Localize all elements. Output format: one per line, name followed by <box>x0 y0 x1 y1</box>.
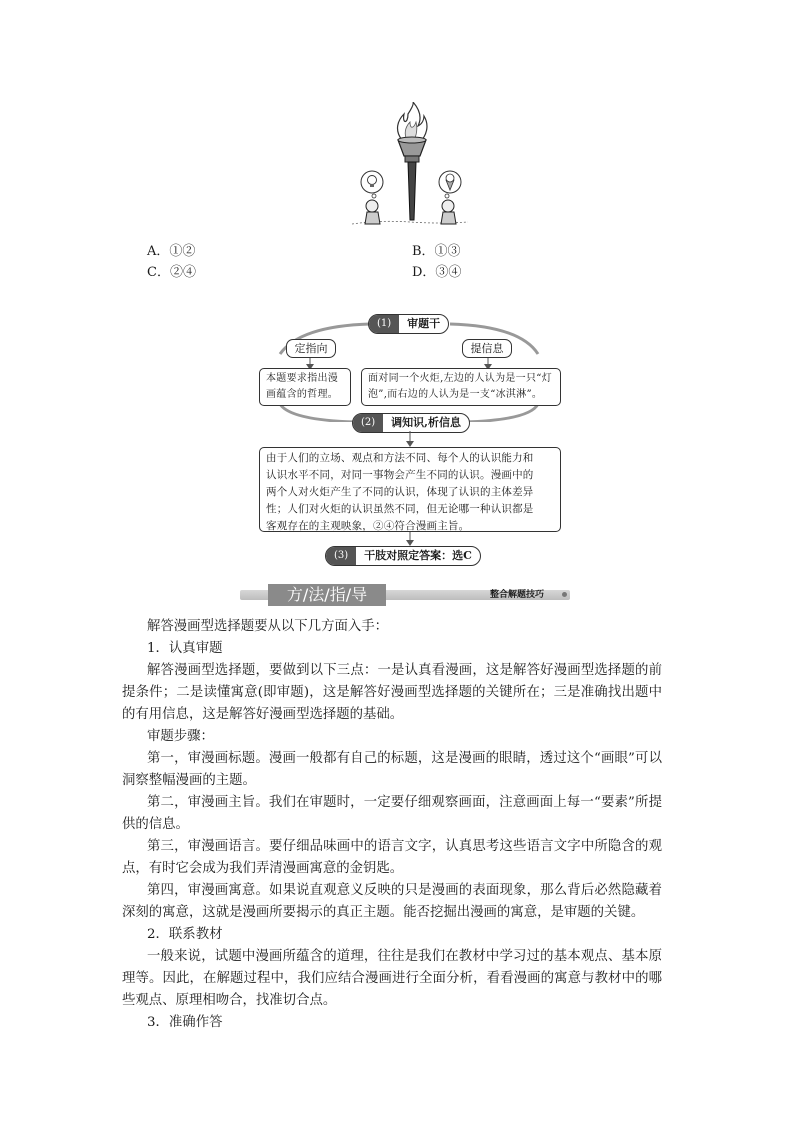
option-a: A．①② <box>147 244 196 259</box>
analysis-box <box>259 447 561 532</box>
paragraph-1: 解答漫画型选择题，要做到以下三点：一是认真看漫画，这是解答好漫画型选择题的前提条件；二是读懂寓意(即审题)，这是解答好漫画型选择题的关键所在；三是准确找出题中的有用信息，这是解答好漫画型选择题的基础。 <box>122 663 662 722</box>
option-c: C．②④ <box>147 265 196 280</box>
step-3-number: (3) <box>326 547 356 565</box>
step-first: 第一，审漫画标题。漫画一般都有自己的标题，这是漫画的眼睛，透过这个“画眼”可以洞察整幅漫画的主题。 <box>122 751 662 788</box>
banner-title: 方/法/指/导 <box>268 584 386 606</box>
step-2-tag <box>352 413 470 433</box>
analysis-line: 两个人对火炬产生了不同的认识，体现了认识的主体差异 <box>266 486 534 498</box>
banner-subtitle: 整合解题技巧 <box>490 590 545 600</box>
step-2-label: 调知识,析信息 <box>391 416 462 429</box>
arrow-down-icon <box>404 532 416 546</box>
section-banner <box>240 584 570 606</box>
step-1-tag <box>368 314 449 334</box>
step-second: 第二，审漫画主旨。我们在审题时，一定要仔细观察画面，注意画面上每一“要素”所提供的信息。 <box>122 795 662 832</box>
direction-box: 本题要求指出漫画蕴含的哲理。 <box>259 368 351 406</box>
step-third: 第三，审漫画语言。要仔细品味画中的语言文字，认真思考这些语言文字中所隐含的观点，有时它会成为我们弄清漫画寓意的金钥匙。 <box>122 839 662 876</box>
direction-pill: 定指向 <box>286 339 336 358</box>
analysis-line: 由于人们的立场、观点和方法不同、每个人的认识能力和 <box>266 452 534 464</box>
arrow-down-icon <box>404 431 416 447</box>
step-1-number: (1) <box>369 315 399 333</box>
intro-text: 解答漫画型选择题要从以下几方面入手： <box>147 619 389 634</box>
heading-3: 3．准确作答 <box>147 1015 223 1030</box>
analysis-line: 客观存在的主观映象，②④符合漫画主旨。 <box>266 520 470 532</box>
torch-cartoon <box>350 102 470 234</box>
step-3-tag <box>325 546 481 566</box>
analysis-line: 认识水平不同，对同一事物会产生不同的认识。漫画中的 <box>266 469 534 481</box>
info-pill: 提信息 <box>462 339 512 358</box>
steps-title: 审题步骤： <box>147 729 214 744</box>
analysis-line: 性；人们对火炬的认识虽然不同，但无论哪一种认识都是 <box>266 503 534 515</box>
step-2-number: (2) <box>353 414 383 432</box>
info-box: 面对同一个火炬,左边的人认为是一只“灯泡”,而右边的人认为是一支“冰淇淋”。 <box>361 368 561 406</box>
paragraph-2: 一般来说，试题中漫画所蕴含的道理，往往是我们在教材中学习过的基本观点、基本原理等。因此，在解题过程中，我们应结合漫画进行全面分析，看看漫画的寓意与教材中的哪些观点、原理相吻合，找准切合点。 <box>122 949 662 1008</box>
option-b: B．①③ <box>412 244 461 259</box>
step-3-label: 干肢对照定答案：选C <box>364 549 472 562</box>
heading-1: 1．认真审题 <box>147 641 223 656</box>
option-d: D．③④ <box>412 265 462 280</box>
heading-2: 2．联系教材 <box>147 927 223 942</box>
step-fourth: 第四，审漫画寓意。如果说直观意义反映的只是漫画的表面现象，那么背后必然隐藏着深刻的寓意，这就是漫画所要揭示的真正主题。能否挖掘出漫画的寓意，是审题的关键。 <box>122 883 662 920</box>
banner-dot-icon <box>562 592 567 597</box>
step-1-label: 审题干 <box>407 317 441 330</box>
